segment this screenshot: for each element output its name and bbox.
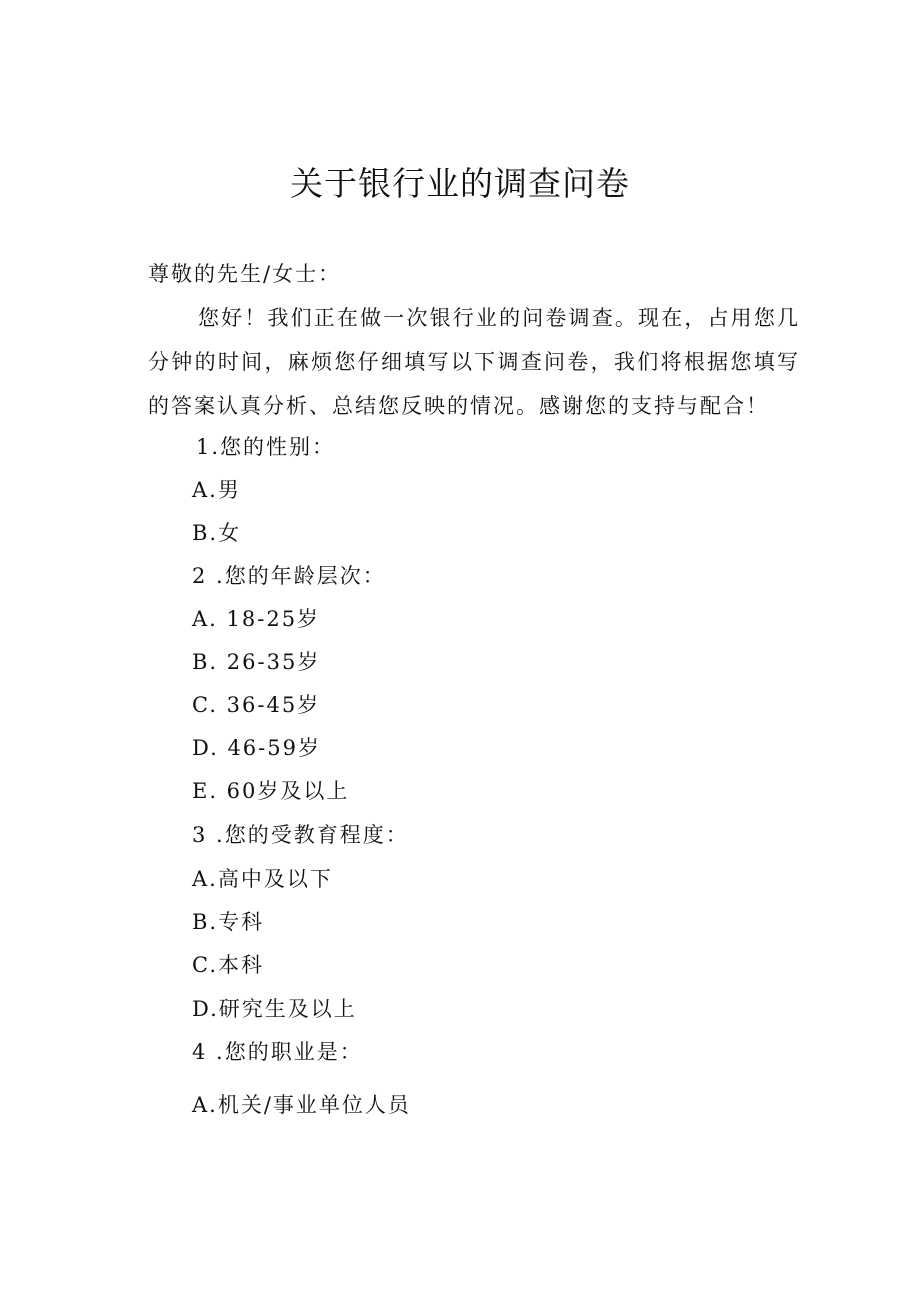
question-2-option-b: B. 26-35岁 xyxy=(192,650,321,674)
question-3-option-a: A.高中及以下 xyxy=(192,867,333,891)
salutation: 尊敬的先生/女士： xyxy=(148,262,342,286)
question-3-option-b: B.专科 xyxy=(192,910,265,934)
question-2-option-c: C. 36-45岁 xyxy=(192,693,321,717)
question-2-option-d: D. 46-59岁 xyxy=(192,736,321,760)
question-2-option-e: E. 60岁及以上 xyxy=(192,779,350,803)
question-1-option-a: A.男 xyxy=(192,478,241,502)
question-2: 2 .您的年龄层次： xyxy=(192,564,386,588)
question-4-option-a: A.机关/事业单位人员 xyxy=(192,1093,411,1117)
question-3-option-c: C.本科 xyxy=(192,953,264,977)
question-3: 3 .您的受教育程度： xyxy=(192,823,409,847)
intro-paragraph: 您好！我们正在做一次银行业的问卷调查。现在，占用您几分钟的时间，麻烦您仔细填写以下调查问卷，我们将根据您填写的答案认真分析、总结您反映的情况。感谢您的支持与配合！ xyxy=(148,306,800,418)
question-1-option-b: B.女 xyxy=(192,521,242,545)
question-2-option-a: A. 18-25岁 xyxy=(192,607,321,631)
question-4: 4 .您的职业是： xyxy=(192,1040,363,1064)
document-title: 关于银行业的调查问卷 xyxy=(290,164,630,203)
question-1: 1.您的性别： xyxy=(196,435,336,459)
question-3-option-d: D.研究生及以上 xyxy=(192,997,357,1021)
